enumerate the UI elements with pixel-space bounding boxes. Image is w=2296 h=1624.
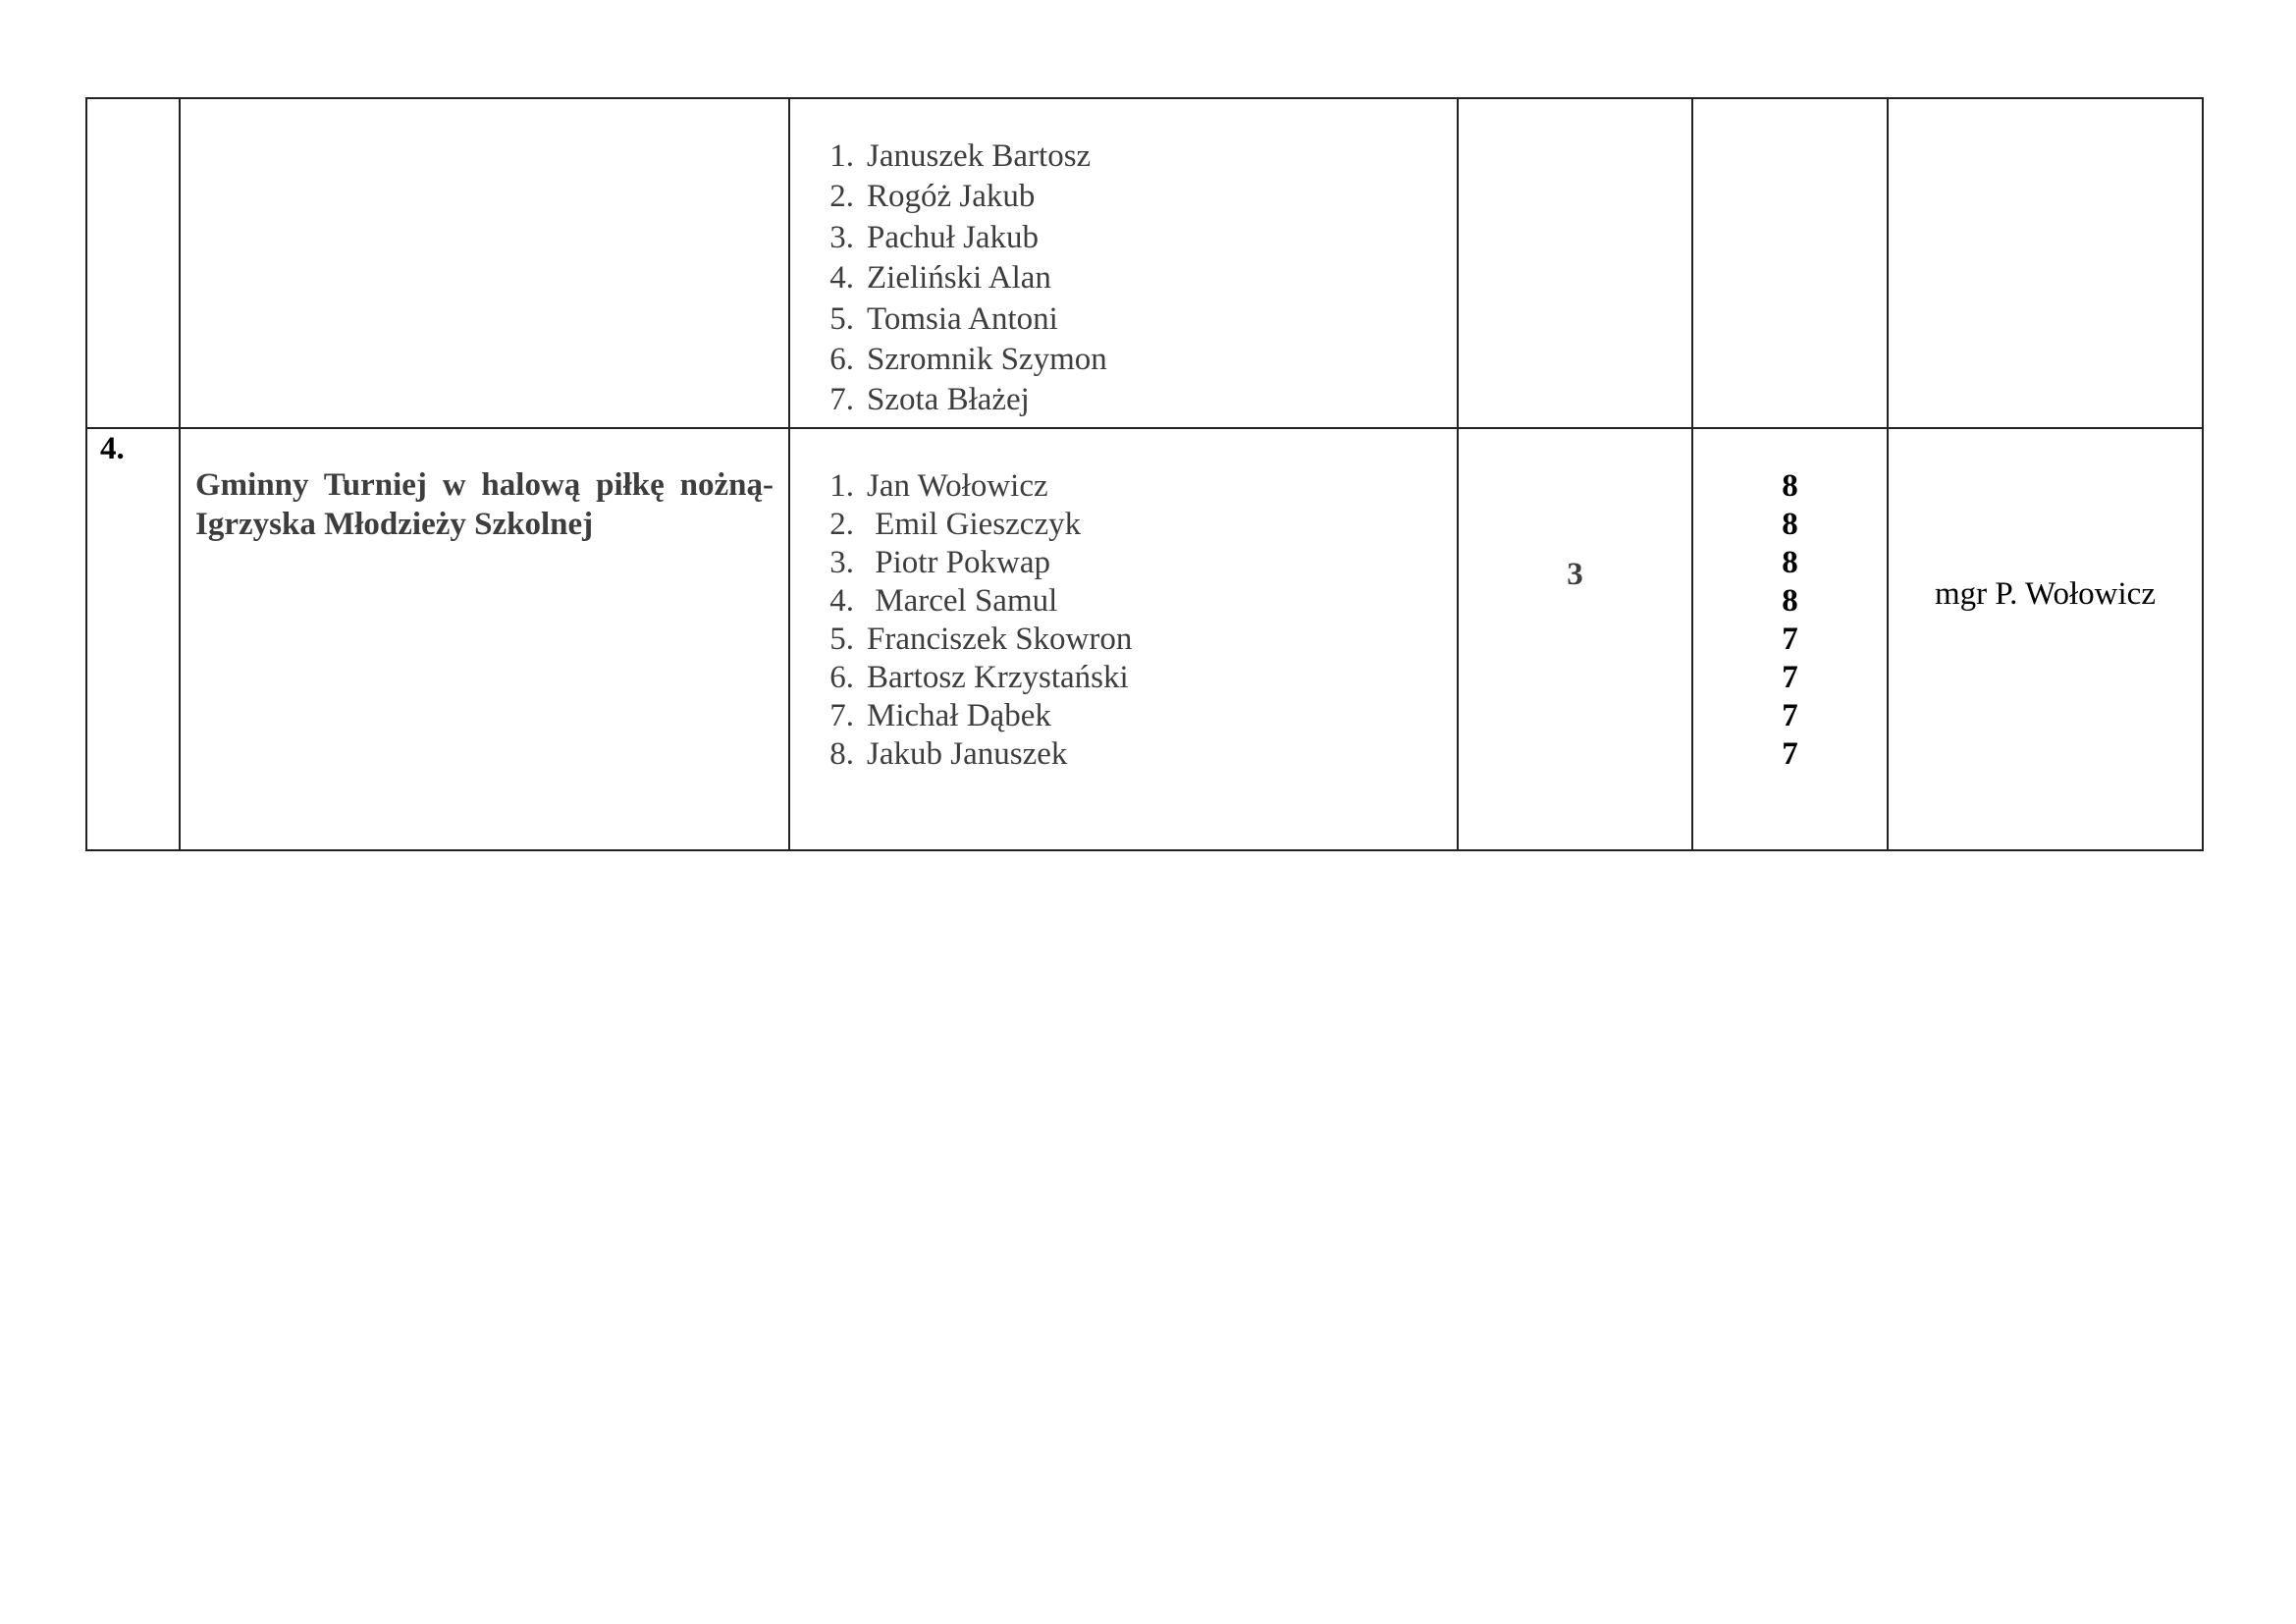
list-item [790,621,1457,659]
list-item [790,582,1457,621]
participants-list [790,99,1457,421]
list-item [790,735,1457,774]
participant-name: Franciszek Skowron [867,622,1133,657]
participant-name: Bartosz Krzystański [867,660,1129,695]
row-number [87,99,179,101]
event-cell [180,98,789,428]
grade: 7 [1782,698,1798,733]
participant-name: Emil Gieszczyk [867,507,1082,542]
participant-count [1459,99,1691,227]
grade: 7 [1782,622,1798,657]
grade: 8 [1782,507,1798,542]
event-name [181,99,788,135]
list-number: 6. [829,660,854,695]
list-number: 3. [829,545,854,580]
list-item [790,258,1457,298]
participant-name: Zieliński Alan [867,260,1051,297]
list-number: 5. [829,622,854,657]
list-number: 4. [829,583,854,619]
list-number: 1. [829,468,854,504]
list-item [790,506,1457,544]
participants-list [790,429,1457,774]
grade: 8 [1782,468,1798,504]
teacher-name: mgr P. Wołowicz [1935,576,2156,612]
event-cell [180,428,789,850]
participant-count: 3 [1567,557,1583,592]
list-number: 5. [829,300,854,337]
lp-cell [86,428,180,850]
participant-name: Pachuł Jakub [867,219,1040,255]
grades-cell [1692,98,1888,428]
teacher-cell [1888,98,2203,428]
list-number: 7. [829,698,854,733]
participant-name: Jakub Januszek [867,736,1068,772]
list-item [790,136,1457,177]
teacher-cell [1888,428,2203,850]
participant-name: Szromnik Szymon [867,342,1107,378]
participant-name: Szota Błażej [867,382,1030,418]
list-number: 3. [829,219,854,255]
list-item [790,467,1457,506]
participant-name: Michał Dąbek [867,698,1051,733]
list-item [790,697,1457,735]
list-number: 7. [829,382,854,418]
event-name: Gminny Turniej w halową piłkę nożną- Igrzyska Młodzieży Szkolnej [195,467,774,542]
list-item [790,544,1457,582]
participants-cell [789,98,1458,428]
list-item [790,177,1457,217]
participant-name: Tomsia Antoni [867,300,1058,337]
teacher-name [1889,99,2202,246]
list-number: 2. [829,507,854,542]
participant-name: Rogóż Jakub [867,179,1036,215]
participant-name: Januszek Bartosz [867,138,1092,174]
grade: 7 [1782,660,1798,695]
list-number: 2. [829,179,854,215]
list-item [790,340,1457,380]
list-number: 1. [829,138,854,174]
participant-name: Piotr Pokwap [867,545,1051,580]
participant-name: Jan Wołowicz [867,468,1048,504]
count-cell [1458,428,1692,850]
grade: 8 [1782,545,1798,580]
grade: 8 [1782,583,1798,619]
table-row [86,98,2203,428]
list-number: 6. [829,342,854,378]
list-item [790,299,1457,340]
list-item [790,659,1457,697]
grades-list [1693,429,1887,774]
participant-name: Marcel Samul [867,583,1058,619]
grade: 7 [1782,736,1798,772]
list-number: 8. [829,736,854,772]
table-row [86,428,2203,850]
list-item [790,380,1457,420]
count-cell [1458,98,1692,428]
grades-cell [1692,428,1888,850]
lp-cell [86,98,180,428]
list-number: 4. [829,260,854,297]
participants-cell [789,428,1458,850]
row-number: 4. [100,431,125,466]
results-table [85,97,2204,851]
list-item [790,218,1457,258]
